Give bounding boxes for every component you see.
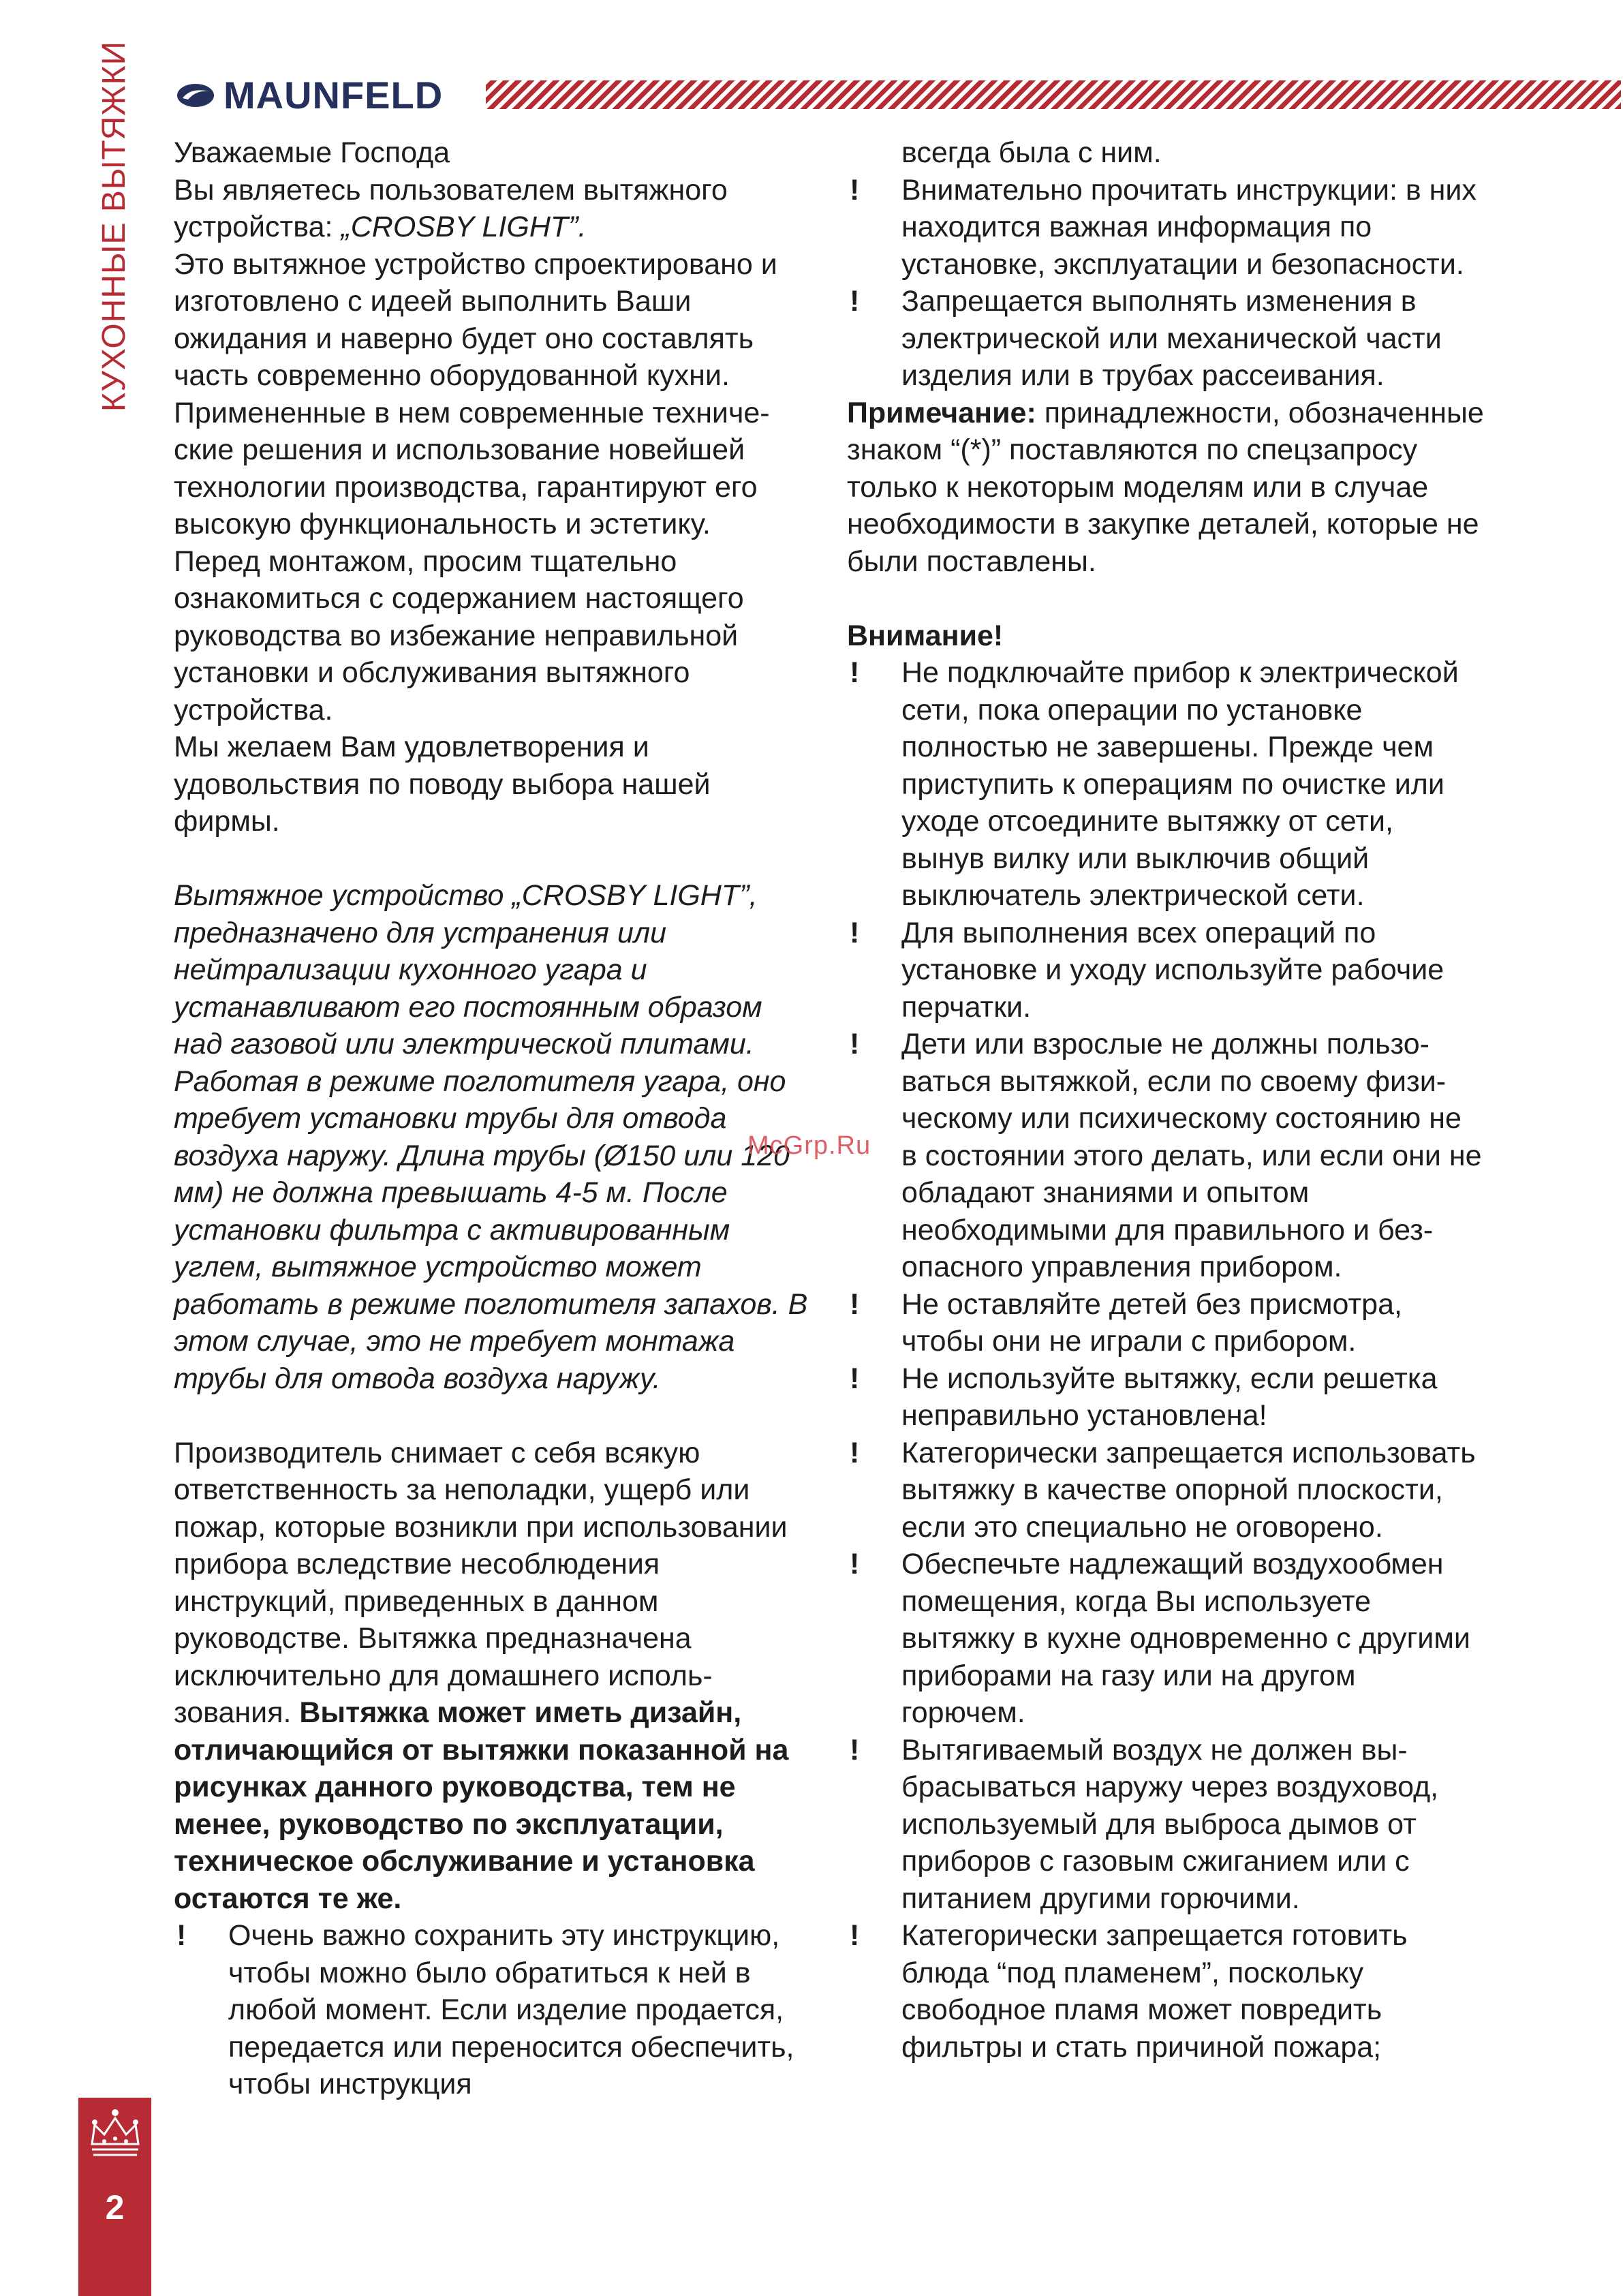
list-item: ! Категорически запрещается использовать вытяжку в качестве опорной плоскости, если это специально не оговорено. bbox=[847, 1435, 1484, 1546]
installation-paragraph: Перед монтажом, просим тщательно ознакомиться с содержанием настоящего руководства во избежание неправильной установки и обслуживания вытяжного устройства. bbox=[174, 545, 744, 726]
exclamation-icon: ! bbox=[850, 1919, 860, 1952]
list-item: ! Категорически запрещается готовить блюда “под пламенем”, поскольку свободное пламя может повредить фильтры и стать причиной пожара; bbox=[847, 1917, 1484, 2066]
brand-logo-icon bbox=[176, 82, 215, 109]
exclamation-icon: ! bbox=[850, 656, 860, 689]
exclamation-icon: ! bbox=[850, 173, 860, 206]
exclamation-icon: ! bbox=[850, 1548, 860, 1580]
intro-paragraph: Вы являетесь пользователем вытяжного устройства: „CROSBY LIGHT”. bbox=[174, 173, 728, 243]
brand-logo bbox=[176, 72, 443, 119]
list-item: ! Обеспечьте надлежащий воздухообмен помещения, когда Вы используете вытяжку в кухне одновременно с другими приборами на газу или на другом горючем. bbox=[847, 1546, 1484, 1732]
list-item: ! Не используйте вытяжку, если решетка неправильно установлена! bbox=[847, 1360, 1484, 1435]
greeting: Уважаемые Господа bbox=[174, 136, 450, 169]
section-label-text: КУХОННЫЕ ВЫТЯЖКИ bbox=[96, 40, 133, 412]
attention-heading: Внимание! bbox=[847, 619, 1004, 652]
watermark: McGrp.Ru bbox=[747, 1131, 871, 1160]
exclamation-icon: ! bbox=[176, 1919, 187, 1952]
list-item: ! Вытягиваемый воздух не должен выбрасываться наружу через воздуховод, используемый для выброса дымов от приборов с газовым сжиганием или с питанием другими горючими. bbox=[847, 1732, 1484, 1918]
design-notice: Вытяжка может иметь дизайн, отличающийся от вытяжки показанной на рисунках данного руководства, тем не менее, руководство по эксплуатации, техническое обслуживание и установка остаются те же. bbox=[174, 1696, 789, 1915]
wishes-paragraph: Мы желаем Вам удовлетворения и удовольствия по поводу выбора нашей фирмы. bbox=[174, 731, 711, 838]
header-stripe-band bbox=[486, 80, 1621, 109]
note-label: Примечание: bbox=[847, 396, 1036, 429]
liability-paragraph: Производитель снимает с себя всякую ответственность за неполадки, ущерб или пожар, которые возникли при использовании прибора вследствие несоблюдения инструкций, приведенных в данном руководстве. Вытяжка предназначена исключительно для домашнего использования. Вытяжка может иметь дизайн, отличающийся от вытяжки показанной на рисунках данного руководства, тем не менее, руководство по эксплуатации, техническое обслуживание и установка остаются те же. bbox=[174, 1436, 789, 1915]
list-item: ! Не подключайте прибор к электрической сети, пока операции по установке полностью не завершены. Прежде чем приступить к операциям по очистке или уходе отсоедините вытяжку от сети, вынув вилку или выключив общий выключатель электрической сети. bbox=[847, 654, 1484, 915]
list-item: ! Запрещается выполнять изменения в электрической или механической части изделия или в трубах рассеивания. bbox=[847, 283, 1484, 395]
right-column bbox=[847, 134, 1484, 2066]
exclamation-icon: ! bbox=[850, 285, 860, 318]
note-paragraph: Примечание: принадлежности, обозначенные знаком “(*)” поставляются по спецзапросу только к некоторым моделям или в случае необходимости в закупке деталей, которые не были поставлены. bbox=[847, 396, 1484, 578]
exclamation-icon: ! bbox=[850, 916, 860, 949]
list-item-continuation: всегда была с ним. bbox=[901, 136, 1162, 169]
list-item: ! Дети или взрослые не должны пользоваться вытяжкой, если по своему физическому или психическому состоянию не в состоянии этого делать, или если они не обладают знаниями и опытом необходимыми для правильного и безопасного управления прибором. bbox=[847, 1026, 1484, 1286]
left-column bbox=[174, 134, 811, 2103]
exclamation-icon: ! bbox=[850, 1028, 860, 1060]
list-item: ! Не оставляйте детей без присмотра, чтобы они не играли с прибором. bbox=[847, 1286, 1484, 1360]
list-item: ! Для выполнения всех операций по установке и уходу используйте рабочие перчатки. bbox=[847, 915, 1484, 1026]
page-number: 2 bbox=[105, 2188, 125, 2226]
model-name: „CROSBY LIGHT”. bbox=[341, 211, 587, 243]
exclamation-icon: ! bbox=[850, 1436, 860, 1469]
section-label bbox=[95, 40, 134, 412]
exclamation-icon: ! bbox=[850, 1287, 860, 1321]
exclamation-icon: ! bbox=[850, 1733, 860, 1766]
page-number-bar bbox=[78, 2098, 151, 2296]
brand-name: MAUNFELD bbox=[223, 74, 444, 117]
list-item: ! Очень важно сохранить эту инструкцию, чтобы можно было обратиться к ней в любой момент. Если изделие продается, передается или переносится обеспечить, чтобы инструкция bbox=[174, 1917, 811, 2103]
exclamation-icon: ! bbox=[850, 1362, 860, 1395]
design-paragraph: Это вытяжное устройство спроектировано и изготовлено с идеей выполнить Ваши ожидания и наверно будет оно составлять часть современно оборудованной кухни. bbox=[174, 247, 777, 392]
crown-icon bbox=[85, 2103, 145, 2166]
list-item: ! Внимательно прочитать инструкции: в них находится важная информация по установке, эксплуатации и безопасности. bbox=[847, 172, 1484, 284]
technology-paragraph: Примененные в нем современные технические решения и использование новейшей технологии производства, гарантируют его высокую функциональность и эстетику. bbox=[174, 396, 770, 540]
purpose-paragraph: Вытяжное устройство „CROSBY LIGHT”, предназначено для устранения или нейтрализации кухонного угара и устанавливают его постоянным образом над газовой или электрической плитами. Работая в режиме поглотителя угара, оно требует установки трубы для отвода воздуха наружу. Длина трубы (Ø150 или 120 мм) не должна превышать 4-5 м. После установки фильтра с активированным углем, вытяжное устройство может работать в режиме поглотителя запахов. В этом случае, это не требует монтажа трубы для отвода воздуха наружу. bbox=[174, 879, 808, 1395]
